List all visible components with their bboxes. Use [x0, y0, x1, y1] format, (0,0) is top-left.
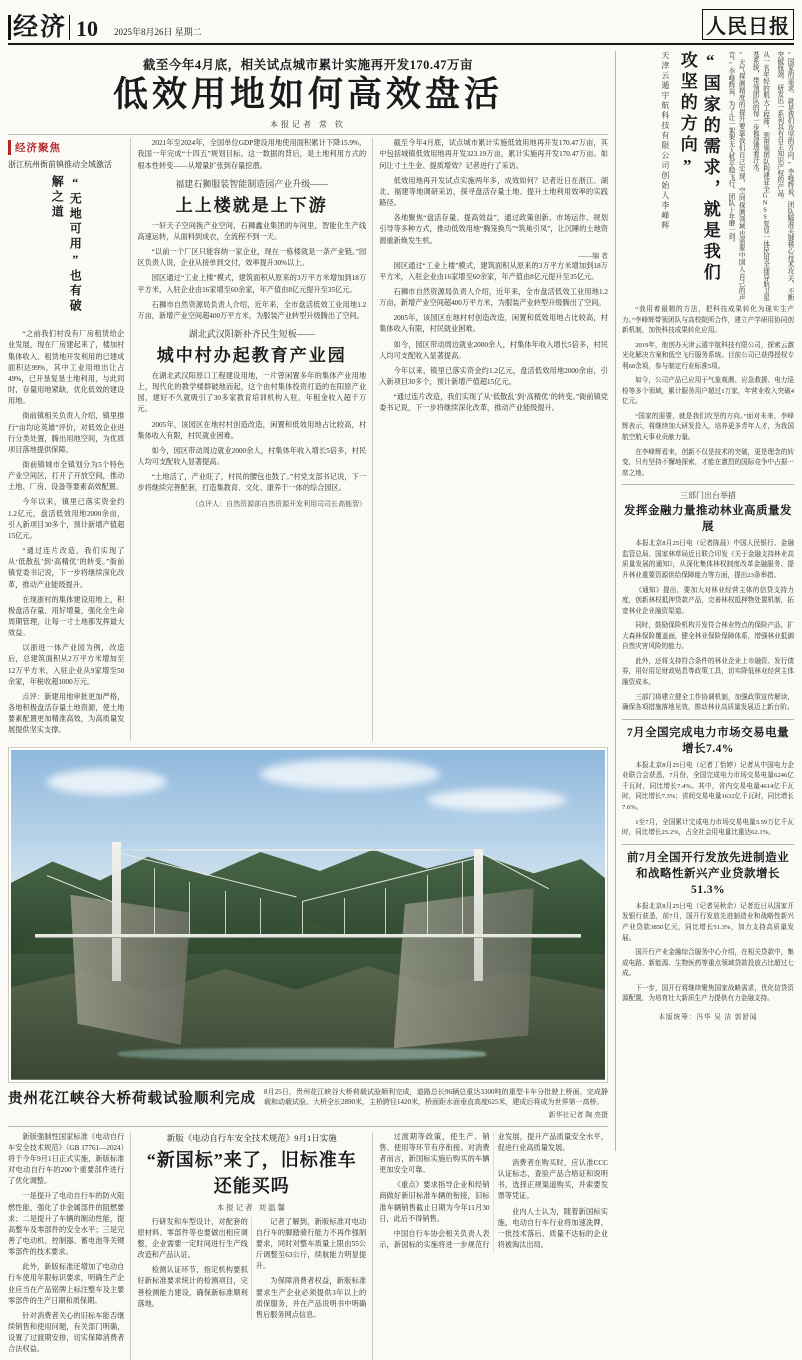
- column-b: [130, 138, 373, 740]
- hanger: [154, 868, 155, 934]
- hanger: [302, 901, 303, 934]
- bridge-deck: [35, 934, 582, 937]
- bottom-column-a: [8, 1132, 124, 1360]
- paper-title-text: 人民日报: [702, 9, 794, 40]
- paragraph: 记者了解到，新版标准对电动自行车的脚踏骑行能力不再作强制要求，同时对整车质量上限由55公斤调整至63公斤，续航能力明显提升。: [255, 1217, 367, 1271]
- column-a: [8, 138, 124, 740]
- paragraph: 《重点》要求指导企业和经销商做好新旧标准车辆的衔接，旧标准车辆销售截止日期为今年11月30日，此后不得销售。: [379, 1181, 490, 1223]
- editor-note: 点评：新建用地审批更加严格，各地积极盘活存量土地资源，使土地要素配置更加精准高效，为高质量发展提供坚实支撑。: [8, 692, 125, 735]
- paragraph: 为保障消费者权益，新版标准要求生产企业必须提供3年以上的质保服务，并在产品说明书中明确售后服务网点信息。: [255, 1277, 367, 1319]
- cliff-left: [70, 895, 190, 1045]
- paragraph: 同时，鼓励保险机构开发符合林业特点的保险产品，扩大森林保险覆盖面，健全林业保险保障体系，增强林业抵御自然灾害风险的能力。: [622, 622, 794, 651]
- caption-body: [264, 1087, 608, 1120]
- section-tag: 经济聚焦: [8, 140, 61, 155]
- photo-caption: [8, 1087, 608, 1120]
- column-c: [379, 138, 608, 740]
- bottom-article: [8, 1126, 608, 1360]
- divider: [622, 719, 794, 720]
- sub-title: 城中村办起教育产业园: [156, 345, 347, 365]
- caption-source: 新华社记者 陶 亮摄: [548, 1110, 608, 1119]
- paragraph: 如今，园区带动周边就业2000余人，村集体年收入增长5倍多，村民人均可支配收入显著提高。: [379, 340, 608, 360]
- main-cable: [118, 849, 486, 851]
- page-footer-credits: 本版统筹：冯华 吴 洁 郭舒闻: [658, 1013, 758, 1021]
- paragraph: “以前一个厂区只能容纳一家企业，现在一栋楼就是一条产业链。”园区负责人说，企业从接单到交付，效率提升30%以上。: [137, 248, 367, 268]
- quote-headline: “国家的需求，就是我们攻坚的方向”: [677, 51, 720, 284]
- bottom-kicker: 新版《电动自行车安全技术规范》9月1日实施: [166, 1132, 337, 1143]
- paragraph: 消费者在购买时，应认准CCC认证标志，查验产品合格证和说明书，选择正规渠道购买，并索要发票等凭证。: [497, 1158, 608, 1201]
- paragraph: “通过连片改造，我们实现了从‘低散乱’到‘高精优’的转变。”衙前镇党委书记说，下一步将继续深化改革，推动产业能级提升。: [379, 393, 608, 413]
- paragraph: 衙前镇城市全镇划分为5个特色产业空间区，打开了开放空间，推动土地、厂房、设备等要素高效配置。: [8, 460, 125, 492]
- masthead: [8, 6, 794, 45]
- paper-title: [702, 9, 794, 40]
- paragraph: “之前我们村没有厂房租赁给企业发展，现在厂房建起来了，楼加村集体收入、租赁地开发利用的已建成面积达99%，其中工业用地出让占49%，已开垦复垦土地利用，与此同时，存量用地紧缺，优化低效的建设用地。: [8, 330, 125, 406]
- divider: [622, 844, 794, 845]
- lead-kicker: 截至今年4月底，相关试点城市累计实施再开发170.47万亩: [142, 58, 474, 72]
- bottom-byline: 本报记者 刘温馨: [216, 1202, 287, 1212]
- paragraph: 一是提升了电动自行车的防火阻燃性能，强化了非金属部件的阻燃要求；二是提升了车辆的制动性能，提高整车及零部件的安全水平；三是完善了电动机、控制器、蓄电池等关键零部件的技术要求。: [8, 1192, 125, 1257]
- paragraph: 行研发和车型设计，对配套的原材料、零部件等也要做出相应调整，企业需要一定时间进行生产线改造和产品认证。: [137, 1217, 248, 1260]
- photo-figure: [8, 747, 608, 1083]
- paragraph: 2005年，该园区在地村村创造改造，闲置和低效用地占比较高，村集体收入有限，村民就业困难。: [379, 314, 608, 334]
- hanger: [344, 898, 345, 934]
- paragraph: 针对消费者关心的旧标车能否继续销售和使用问题，有关部门明确，设置了过渡期安排，切实保障消费者合法权益。: [8, 1311, 125, 1354]
- caption-text: 8月25日，贵州花江峡谷大桥荷载试验顺利完成，道路总长96辆总重达3300吨的重型卡车分批驶上桥面，完成静载和动载试验。大桥全长2890米，主桥跨径1420米，桥面距水面垂直高度625米，建成后将成为世界第一高桥。: [264, 1087, 608, 1107]
- paragraph: 2019年，他创办天津云遁宇航科技有限公司，探索云激光化解决方案和低空飞行服务系统。目前公司已获得授权专利60余项，参与制定行业标准5项。: [622, 341, 794, 370]
- editor-note: （点评人：自然资源部自然资源开发利用司司长高能智）: [191, 499, 367, 508]
- right-column: [615, 51, 794, 1151]
- paragraph: 如今，园区带动周边就业2000余人，村集体年收入增长5倍多，村民人均可支配收入显著提高。: [137, 446, 367, 467]
- paragraph: 本报北京8月25日电（记者吴秋余）记者近日从国家开发银行获悉，前7月，国开行发放先进制造业和战略性新兴产业贷款3850亿元，同比增长51.3%，加力支持高质量发展。: [622, 902, 794, 942]
- paragraph: 本报北京8月25日电（记者丁怡婷）记者从中国电力企业联合会获悉，7月份，全国完成电力市场交易电量6246亿千瓦时，同比增长7.4%。其中，省内交易电量4614亿千瓦时，同比增长7.3%；省间交易电量1632亿千瓦时，同比增长7.6%。: [622, 761, 794, 811]
- bottom-text-columns: [137, 1217, 366, 1321]
- paragraph: 园区通过“工业上楼”模式，建筑面积从原来的3万平方米增加到18万平方米，入驻企业由16家增至60余家，年产值由8亿元提升至35亿元。: [137, 274, 367, 294]
- paragraph: 截至今年4月底，试点城市累计实施低效用地再开发170.47万亩，其中包括城镇低效用地再开发323.19万亩，累计实施再开发170.47万亩。如何让寸土生金、提质增效？记者进行了采访。: [379, 139, 608, 170]
- feature-quote-block: [622, 51, 794, 301]
- section-name: 经济: [8, 15, 70, 40]
- paragraph: 以浙进一体产业园为例，改造后，总建筑面积从2万平方米增加至12万平方米，入驻企业从9家增至50余家，年税收超1000万元。: [8, 644, 125, 686]
- paragraph: 过渡期等政策，使生产、销售、使用等环节有序衔接。对消费者而言，新国标实施后购买的车辆更加安全可靠。: [379, 1132, 490, 1175]
- hanger: [189, 882, 190, 935]
- paragraph: 新版强制性国家标准《电动自行车安全技术规范》（GB 17761—2024）将于今年9月1日正式实施，新版标准对电动自行车的200个重要部件进行了优化调整。: [8, 1132, 125, 1186]
- bottom-title: “新国标”来了，旧标准车还能买吗: [146, 1149, 357, 1196]
- paragraph: “国家的需要，就是我们攻坚的方向。”面对未来，李峰辉表示，将继续加大研发投入，培养更多青年人才，为我国航空航天事业贡献力量。: [622, 412, 794, 442]
- cliff-right: [394, 888, 534, 1048]
- paragraph: 本报北京8月25日电（记者陈晨）中国人民银行、金融监管总局、国家林草局近日联合印发《关于金融支持林业高质量发展的通知》，从深化集体林权制度改革金融服务、提升林业重要资源供给保障能力等方面，提出23条举措。: [622, 540, 794, 580]
- issue-date: 2025年8月26日 星期二: [114, 27, 202, 37]
- paragraph: 各地聚焦“盘活存量、提高效益”，通过政策创新、市场运作、规划引导等多种方式，推动低效用地“腾笼换鸟”“筑巢引凤”，让沉睡的土地资源重新焕发生机。: [379, 214, 608, 245]
- main-column: [8, 51, 608, 1354]
- bridge-photo: [11, 750, 605, 1080]
- quote-paragraph: “天气探测精度的提升要靠我们自己实现，空间探测领域也需要中国人自己的声音。”李峰辉说，为了让一架架无人机平稳飞行，团队十年磨一剑。: [726, 51, 745, 301]
- hanger: [462, 862, 463, 935]
- paragraph: 1至7月，全国累计完成电力市场交易电量3.59万亿千瓦时，同比增长25.2%，占全社会用电量比重达62.1%。: [622, 818, 794, 837]
- masthead-left: [8, 15, 202, 40]
- news1-title: 发挥金融力量推动林业高质量发展: [624, 505, 792, 534]
- cloud: [427, 789, 567, 811]
- paragraph: 衙前镇相关负责人介绍，镇里推行“亩均论英雄”评价，对低效企业进行分类处置，腾出用地空间，为优质项目落地提供保障。: [8, 412, 125, 454]
- paragraph: 今年以来，镇里已落实资金约1.2亿元，盘活低效用地2000余亩，引入新项目30多个，预计新增产值超15亿元。: [8, 498, 125, 540]
- paragraph: 2021年至2024年，全国单位GDP建设用地使用面积累计下降15.9%，我国一年完成“十四五”规划目标。这一数据的背后，是土地利用方式的根本性转变——从增量扩张到存量挖潜。: [137, 139, 367, 170]
- hanger: [260, 898, 261, 934]
- paragraph: 中国自行车协会相关负责人表示，新国标的实施将进一步规范行业发展，提升产品质量安全水平，促进行业高质量发展。: [379, 1132, 608, 1249]
- sub-kicker: 福建石狮服装智能制造园产业升级——: [175, 178, 329, 189]
- paragraph: 在湖北武汉阳原口工程建设用地，一片曾闲置多年的集体产业用地上，现代化的教学楼群破地而起，这个由村集体投资打造的在阳原产业园，建好不久就吸引了30多家教育培训机构入驻，年租金收入超千万元。: [137, 371, 367, 414]
- paragraph: 此外，新版标准还增加了电动自行车使用年限标识要求，明确生产企业应当在产品铭牌上标注整车及主要零部件的生产日期和质保期。: [8, 1263, 125, 1305]
- paragraph: 业内人士认为，随着新国标实施，电动自行车行业将加速洗牌，一批技术落后、质量不达标的企业将被淘汰出局。: [497, 1207, 608, 1249]
- paragraph: 2005年，该园区在地村村创造改造，闲置和低效用地占比较高，村集体收入有限，村民就业困难。: [137, 420, 367, 440]
- paragraph: 石狮市自然资源局负责人介绍，近年来，全市盘活低效工业用地1.2万亩，新增产业空间超400万平方米，为服装产业转型升级腾出了空间。: [379, 287, 608, 308]
- news2-title: 7月全国完成电力市场交易电量增长7.4%: [626, 726, 790, 755]
- page-body: [8, 51, 794, 1354]
- news3-title: 前7月全国开行发放先进制造业和战略性新兴产业贷款增长51.3%: [626, 851, 790, 896]
- paragraph: 三部门将建立健全工作协调机制，加强政策宣传解读，确保各项措施落地见效，推动林业高质量发展迈上新台阶。: [622, 693, 794, 712]
- quote-paragraph: 从一名年轻的航天工程师，到带领团队构建亚全GNSS复显一体民用全球导航卫星基系统，带领团队的每一步都浸透着汗水。: [751, 51, 769, 301]
- divider: [622, 484, 794, 485]
- paragraph: 如今，公司产品已应用于气象观测、应急救援、电力巡检等多个领域，累计服务用户超过1万家，年营业收入突破4亿元。: [622, 377, 794, 406]
- sub-title: 上上楼就是上下游: [175, 195, 328, 215]
- paragraph: 一轩天子空间换产业空间，石狮鑫业集团的车间里，智能化生产线高速运转，从面料到成衣，全流程不到一天。: [137, 221, 367, 241]
- paragraph: 园区通过“工业上楼”模式，建筑面积从原来的3万平方米增加到18万平方米，入驻企业由16家增至60余家，年产值由8亿元提升至35亿元。: [379, 261, 608, 281]
- quote-attribution: 天津云遁宇航科技有限公司创始人李峰辉: [660, 51, 670, 231]
- quote-paragraph: “国家的需求，就是我们攻坚的方向。”李峰辉说，团队瞄准关键核心技术攻关，不断突破瓶颈，研发出一系列具有自主知识产权的产品。: [775, 51, 793, 301]
- paragraph: 在现浙村的集体建设用地上，积极盘活存量、用好增量，强化全生命周期管理，让每一寸土地都发挥最大效益。: [8, 595, 125, 638]
- quote-remaining-text: [622, 305, 794, 479]
- lead-byline: 本报记者 常 钦: [270, 120, 346, 130]
- paragraph: 下一步，国开行将继续聚焦国家战略需求，优化信贷资源配置，为培育壮大新质生产力提供有力金融支持。: [622, 984, 794, 1003]
- caption-title: 贵州花江峡谷大桥荷载试验顺利完成: [8, 1090, 256, 1107]
- paragraph: 低效用地再开发试点实施两年多，成效如何？记者近日在浙江、湖北、福建等地调研采访，探寻盘活存量土地、提升土地利用效率的实践路径。: [379, 176, 608, 208]
- bridge-tower-left-b: [116, 842, 121, 981]
- col-a-title: “无地可用”也有破解之道: [50, 175, 83, 315]
- bottom-column-b: [130, 1132, 373, 1360]
- bridge-tower-right-b: [478, 849, 483, 981]
- bottom-column-c: [379, 1132, 608, 1360]
- lead-headline: 低效用地如何高效盘活: [112, 75, 503, 114]
- river: [118, 1048, 486, 1060]
- paragraph: 检测认证环节，指定机构要抓好新标准要求统计的检测项目，完善检测能力建设，确保新标准顺利落地。: [137, 1266, 248, 1308]
- paragraph: “通过连片改造，我们实现了从‘低散乱’到‘高精优’的转变。”衙前镇党委书记说，下一步将继续深化改革，推动产业能级提升。: [8, 547, 125, 589]
- hanger: [225, 891, 226, 934]
- paragraph: “土地活了，产业旺了，村民的腰包也鼓了。”村党支部书记说，下一步将继续完善配套，打造集教育、文化、康养于一体的综合园区。: [137, 473, 367, 493]
- paragraph: 国开行产业金融综合服务中心介绍，在相关贷款中，集成电路、新能源、生物医药等重点领域贷款投放占比超过七成。: [622, 949, 794, 978]
- paragraph: 石狮市自然资源局负责人介绍，近年来，全市盘活低效工业用地1.2万亩，新增产业空间超400万平方米，为服装产业转型升级腾出了空间。: [137, 300, 367, 320]
- lead-source: ——编 者: [578, 251, 608, 260]
- paragraph: 此外，还将支持符合条件的林业企业上市融资、发行债券，用好用足财政贴息等政策工具，切实降低林业经营主体融资成本。: [622, 657, 794, 686]
- hanger: [385, 888, 386, 934]
- news1-kicker: 三部门出台举措: [680, 491, 736, 501]
- top-three-columns: [8, 138, 608, 740]
- sub-kicker: 湖北武汉阳新补齐民生短板——: [188, 328, 315, 339]
- paragraph: “我用着最精的方法，把科技成果转化为现实生产力。”李峰辉带领团队与高校院所合作，建立产学研用协同创新机制，加快科技成果转化应用。: [622, 306, 794, 335]
- divider: [8, 134, 608, 135]
- hanger: [427, 875, 428, 934]
- col-a-kicker: 浙江杭州衙前镇推动全域激活: [8, 160, 112, 170]
- bottom-text-columns-2: [379, 1132, 608, 1254]
- page-number: 10: [76, 16, 99, 41]
- paragraph: 《通知》提出，要加大对林业经营主体的信贷支持力度，创新林权抵押贷款产品，完善林权抵押物处置机制，拓宽林业企业融资渠道。: [622, 586, 794, 615]
- paragraph: 今年以来，镇里已落实资金约1.2亿元，盘活低效用地2000余亩，引入新项目30多个，预计新增产值超15亿元。: [379, 366, 608, 387]
- paragraph: 在李峰辉看来，创新不仅是技术的突破，更是理念的转变，只有坚持不懈地探索，才能在激烈的国际竞争中占据一席之地。: [622, 448, 794, 477]
